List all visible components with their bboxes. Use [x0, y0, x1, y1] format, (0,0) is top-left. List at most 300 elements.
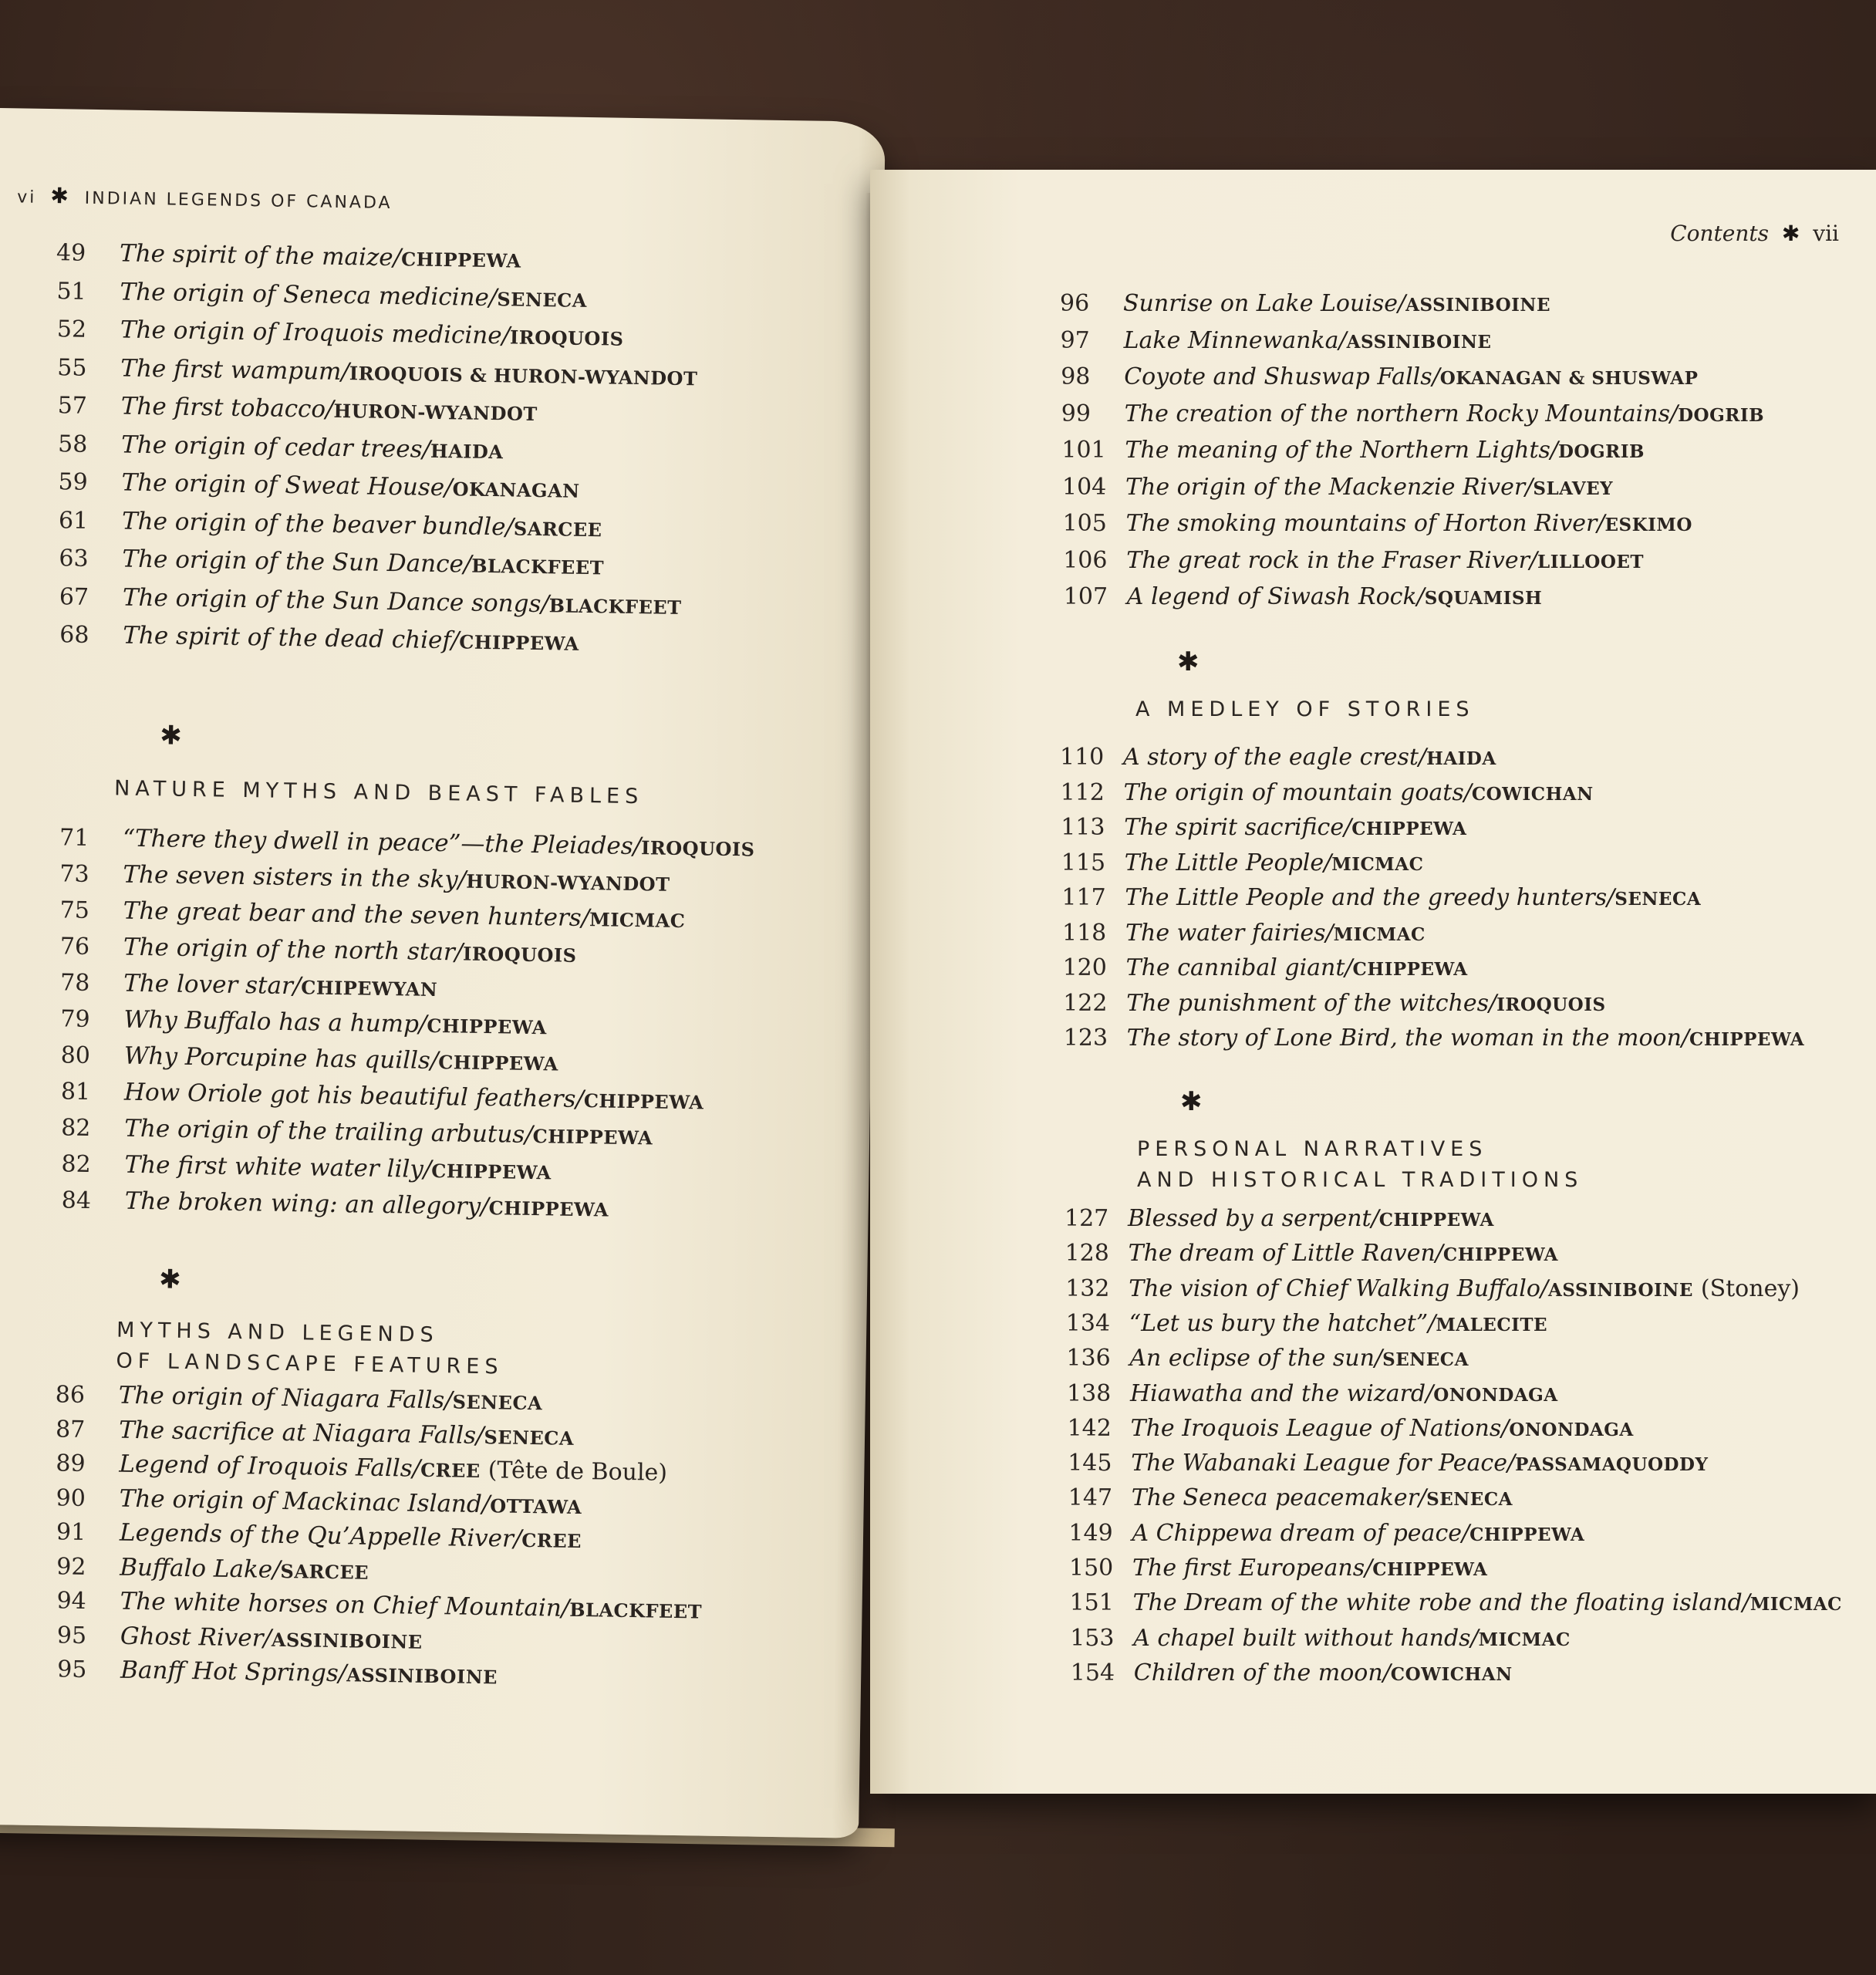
toc-entry — [1069, 1555, 1487, 1582]
toc-page-number: 127 — [1065, 1205, 1109, 1232]
toc-separator: / — [1418, 744, 1427, 771]
toc-entry-tribe: ONONDAGA — [1509, 1419, 1634, 1440]
toc-page-number: 68 — [59, 621, 89, 649]
toc-page-number: 122 — [1063, 989, 1108, 1017]
section-title-medley: A MEDLEY OF STORIES — [1135, 697, 1475, 721]
toc-separator: / — [1435, 1240, 1443, 1268]
toc-entry-tribe: IROQUOIS — [640, 836, 755, 861]
toc-separator: / — [480, 1192, 489, 1221]
toc-entry-title: A chapel built without hands — [1133, 1624, 1471, 1652]
toc-entry-tribe: SENECA — [1382, 1349, 1469, 1371]
toc-entry-title: The spirit of the maize — [119, 239, 393, 272]
toc-entry-title: Buffalo Lake — [120, 1553, 273, 1584]
toc-entry-title: Legends of the Qu’Appelle River — [119, 1518, 515, 1553]
toc-entry-note: (Tête de Boule) — [488, 1457, 668, 1487]
toc-entry-tribe: HAIDA — [430, 439, 504, 463]
toc-separator: / — [463, 550, 472, 579]
toc-entry-title: The punishment of the witches — [1126, 989, 1490, 1017]
section-title-line-2: OF LANDSCAPE FEATURES — [116, 1349, 504, 1379]
toc-entry — [56, 1415, 575, 1451]
toc-entry — [1063, 510, 1692, 537]
toc-separator: / — [1669, 400, 1679, 427]
toc-entry-title: The smoking mountains of Horton River — [1125, 510, 1598, 537]
toc-entry-title: The great bear and the seven hunters — [123, 896, 582, 932]
toc-entry-title: The dream of Little Raven — [1128, 1240, 1436, 1268]
toc-entry-tribe: SARCEE — [280, 1559, 369, 1584]
toc-entry-title: The origin of the north star — [123, 933, 455, 967]
toc-entry — [59, 896, 685, 933]
toc-separator: / — [481, 1490, 491, 1518]
section-title-landscape — [116, 1315, 504, 1383]
toc-entry-title: The origin of mountain goats — [1123, 778, 1464, 806]
toc-page-number: 112 — [1060, 778, 1105, 806]
toc-entry-tribe: CHIPPEWA — [438, 1051, 558, 1075]
toc-entry — [60, 932, 577, 968]
toc-entry — [1062, 920, 1426, 947]
toc-entry-title: A Chippewa dream of peace — [1132, 1519, 1462, 1547]
left-running-head — [17, 182, 393, 214]
toc-entry-title: The Seneca peacemaker — [1131, 1484, 1419, 1512]
toc-entry-title: How Oriole got his beautiful feathers — [123, 1078, 576, 1113]
toc-entry-title: The origin of the Sun Dance songs — [122, 583, 542, 618]
toc-entry-title: The origin of the trailing arbutus — [123, 1114, 525, 1149]
toc-page-number: 147 — [1068, 1484, 1113, 1512]
toc-separator: / — [430, 1046, 439, 1075]
toc-separator: / — [1432, 363, 1440, 390]
toc-entry-tribe: ASSINIBOINE — [1405, 295, 1550, 316]
toc-entry-tribe: ONONDAGA — [1433, 1384, 1558, 1406]
toc-page-number: 82 — [61, 1150, 91, 1179]
toc-entry — [1065, 1240, 1558, 1267]
toc-entry-title: “There they dwell in peace”—the Pleiades — [122, 824, 633, 861]
toc-entry-title: Hiawatha and the wizard — [1130, 1379, 1426, 1407]
toc-entry-tribe: MICMAC — [1333, 923, 1426, 945]
toc-entry — [58, 430, 504, 464]
toc-page-number: 134 — [1065, 1309, 1111, 1337]
toc-entry-title: Legend of Iroquois Falls — [119, 1450, 413, 1483]
toc-page-number: 115 — [1061, 849, 1106, 876]
toc-separator: / — [1501, 1414, 1510, 1442]
toc-entry-title: A story of the eagle crest — [1123, 744, 1419, 771]
asterisk-icon: ✱ — [50, 183, 72, 209]
toc-separator: / — [1382, 1659, 1391, 1686]
toc-entry — [56, 1552, 369, 1585]
toc-separator: / — [501, 322, 511, 350]
toc-entry-tribe: ASSINIBOINE — [1346, 331, 1492, 353]
toc-separator: / — [505, 512, 515, 542]
toc-entry — [59, 620, 579, 657]
toc-separator: / — [1419, 1484, 1427, 1512]
toc-separator: / — [423, 1155, 432, 1183]
toc-entry-tribe: CREE — [521, 1528, 582, 1553]
toc-entry-tribe: SQUAMISH — [1424, 588, 1543, 609]
toc-entry — [1061, 400, 1764, 427]
toc-entry — [1061, 779, 1594, 806]
right-page — [870, 170, 1876, 1794]
toc-page-number: 117 — [1061, 884, 1106, 911]
toc-page-number: 57 — [57, 392, 88, 420]
toc-separator: / — [1463, 778, 1472, 806]
toc-entry — [56, 1518, 582, 1554]
toc-entry — [56, 277, 587, 313]
toc-entry-title: The first Europeans — [1132, 1555, 1365, 1582]
toc-entry-tribe: CHIPPEWA — [488, 1197, 609, 1221]
toc-page-number: 82 — [60, 1114, 91, 1143]
toc-entry — [1068, 1520, 1584, 1547]
toc-page-number: 132 — [1065, 1274, 1110, 1302]
toc-entry — [56, 1449, 667, 1486]
toc-separator: / — [1371, 1205, 1379, 1232]
toc-separator: / — [1507, 1450, 1516, 1477]
toc-separator: / — [1742, 1589, 1750, 1617]
toc-page-number: 154 — [1070, 1659, 1115, 1686]
toc-entry-tribe: HAIDA — [1426, 748, 1496, 769]
toc-entry-tribe: OKANAGAN — [452, 478, 580, 502]
toc-entry-tribe: ASSINIBOINE — [1548, 1279, 1693, 1301]
toc-entry-tribe: CHIPPEWA — [1372, 1559, 1488, 1580]
toc-page-number: 90 — [56, 1484, 86, 1512]
toc-entry-tribe: DOGRIB — [1678, 404, 1765, 426]
toc-entry-tribe: MICMAC — [1749, 1594, 1842, 1615]
toc-entry-tribe: CHIPPEWA — [1351, 819, 1467, 839]
toc-separator: / — [292, 972, 302, 1001]
toc-page-number: 128 — [1065, 1240, 1109, 1268]
toc-entry-tribe: CHIPPEWA — [1469, 1524, 1585, 1545]
toc-page-number: 138 — [1067, 1379, 1112, 1407]
section-divider-asterisk-icon: ✱ — [1180, 1086, 1203, 1117]
toc-page-number: 89 — [56, 1450, 86, 1477]
toc-separator: / — [263, 1624, 272, 1653]
toc-entry-title: The first wampum — [120, 353, 342, 386]
toc-separator: / — [1365, 1555, 1373, 1582]
toc-page-number: 87 — [55, 1415, 86, 1443]
toc-entry — [1066, 1310, 1547, 1337]
toc-separator: / — [1325, 919, 1334, 947]
toc-entry-title: The spirit of the dead chief — [122, 621, 452, 655]
toc-page-number: 52 — [56, 316, 87, 343]
toc-separator: / — [1529, 546, 1538, 574]
toc-entry-title: The creation of the northern Rocky Mountains — [1124, 400, 1670, 427]
toc-entry-tribe: CHIPPEWA — [532, 1125, 653, 1150]
toc-page-number: 92 — [56, 1552, 86, 1581]
toc-entry — [1068, 1450, 1708, 1477]
toc-entry — [58, 468, 580, 504]
toc-separator: / — [541, 589, 550, 618]
toc-page-number: 94 — [56, 1587, 87, 1615]
toc-page-number: 101 — [1061, 437, 1106, 464]
toc-entry — [59, 544, 604, 580]
toc-entry-tribe: DOGRIB — [1558, 441, 1645, 462]
toc-page-number: 106 — [1063, 546, 1108, 574]
right-page-number: vii — [1813, 221, 1839, 246]
toc-entry — [1068, 1415, 1634, 1442]
toc-entry — [1065, 1275, 1800, 1302]
toc-separator: / — [1428, 1309, 1436, 1337]
toc-entry — [1064, 583, 1542, 610]
toc-separator: / — [488, 283, 498, 312]
toc-entry-tribe: ESKIMO — [1604, 515, 1692, 535]
section-title-nature-myths: NATURE MYTHS AND BEAST FABLES — [113, 776, 644, 809]
toc-entry-tribe: HURON-WYANDOT — [333, 399, 538, 425]
toc-page-number: 98 — [1061, 363, 1091, 390]
toc-page-number: 51 — [56, 277, 86, 306]
toc-entry — [1061, 363, 1698, 390]
toc-entry-tribe: CHIPPEWA — [1378, 1210, 1494, 1231]
toc-entry-title: The Dream of the white robe and the floating island — [1132, 1589, 1743, 1617]
toc-separator: / — [524, 1120, 533, 1150]
toc-separator: / — [1597, 510, 1605, 537]
toc-entry-tribe: MALECITE — [1436, 1314, 1548, 1335]
book-title: INDIAN LEGENDS OF CANADA — [84, 188, 393, 214]
toc-separator: / — [393, 244, 402, 272]
toc-page-number: 107 — [1063, 583, 1108, 610]
toc-page-number: 76 — [59, 933, 90, 960]
toc-separator: / — [412, 1454, 421, 1483]
toc-entry-title: The sacrifice at Niagara Falls — [118, 1416, 477, 1450]
toc-entry — [1066, 1345, 1469, 1372]
toc-entry-title: Banff Hot Springs — [120, 1656, 339, 1688]
toc-page-number: 118 — [1062, 919, 1107, 947]
toc-entry — [1068, 1484, 1513, 1511]
toc-page-number: 145 — [1068, 1450, 1112, 1477]
toc-entry — [1061, 814, 1466, 841]
toc-entry-title: Why Buffalo has a hump — [123, 1005, 420, 1038]
toc-entry-title: The white horses on Chief Mountain — [120, 1587, 562, 1622]
toc-entry — [57, 315, 624, 352]
toc-separator: / — [1489, 989, 1497, 1017]
toc-entry — [1067, 1380, 1558, 1407]
toc-entry-title: An eclipse of the sun — [1129, 1345, 1375, 1372]
toc-page-number: 96 — [1060, 290, 1090, 317]
toc-separator: / — [1398, 290, 1406, 317]
toc-entry-tribe: BLACKFEET — [471, 554, 605, 579]
toc-entry-tribe: CHIPPEWA — [400, 248, 521, 272]
toc-separator: / — [633, 832, 642, 861]
toc-entry-title: The origin of Niagara Falls — [118, 1381, 445, 1415]
toc-page-number: 59 — [58, 468, 89, 496]
toc-separator: / — [1540, 1274, 1549, 1302]
toc-entry — [59, 859, 670, 896]
toc-separator: / — [1462, 1519, 1470, 1547]
toc-entry-title: Why Porcupine has quills — [123, 1042, 431, 1075]
toc-page-number: 63 — [59, 545, 89, 572]
toc-page-number: 142 — [1067, 1414, 1112, 1442]
toc-entry-tribe: MICMAC — [1478, 1629, 1571, 1650]
toc-entry-tribe: PASSAMAQUODDY — [1515, 1454, 1709, 1476]
toc-entry-title: The Little People — [1124, 849, 1324, 876]
toc-entry-tribe: CHIPPEWA — [1442, 1244, 1559, 1266]
toc-entry-tribe: SENECA — [484, 1425, 575, 1450]
toc-entry — [1060, 290, 1550, 317]
toc-page-number: 123 — [1063, 1025, 1108, 1052]
toc-page-number: 153 — [1070, 1624, 1115, 1652]
toc-page-number: 95 — [56, 1656, 87, 1684]
toc-entry-title: Lake Minnewanka — [1123, 326, 1339, 354]
toc-entry-title: The Iroquois League of Nations — [1130, 1414, 1502, 1442]
toc-entry — [61, 1113, 653, 1150]
toc-page-number: 150 — [1069, 1555, 1114, 1582]
toc-page-number: 79 — [60, 1005, 90, 1033]
toc-entry-tribe: BLACKFEET — [569, 1598, 703, 1623]
toc-page-number: 151 — [1069, 1589, 1114, 1617]
toc-entry-title: Sunrise on Lake Louise — [1123, 290, 1399, 317]
toc-entry-tribe: SENECA — [452, 1390, 543, 1415]
toc-page-number: 49 — [56, 239, 86, 267]
toc-page-number: 84 — [61, 1187, 92, 1215]
toc-entry — [61, 1150, 552, 1185]
toc-page-number: 99 — [1061, 400, 1091, 427]
toc-entry — [56, 238, 521, 273]
toc-entry-title: “Let us bury the hatchet” — [1129, 1309, 1429, 1337]
toc-entry — [56, 1380, 543, 1416]
toc-page-number: 97 — [1060, 326, 1090, 354]
toc-entry-title: The origin of Mackinac Island — [119, 1484, 483, 1518]
toc-entry-title: The great rock in the Fraser River — [1126, 546, 1530, 574]
toc-page-number: 110 — [1060, 744, 1105, 771]
toc-separator: / — [581, 903, 590, 933]
toc-entry-title: The seven sisters in the sky — [123, 860, 459, 894]
toc-entry-title: The Wabanaki League for Peace — [1131, 1450, 1507, 1477]
toc-page-number: 67 — [59, 582, 89, 611]
toc-page-number: 105 — [1062, 510, 1107, 537]
toc-page-number: 86 — [55, 1381, 86, 1409]
toc-page-number: 75 — [59, 896, 90, 924]
toc-entry-title: Coyote and Shuswap Falls — [1124, 363, 1432, 390]
toc-page-number: 136 — [1066, 1345, 1111, 1372]
toc-entry — [1061, 849, 1424, 876]
toc-entry — [59, 823, 755, 862]
toc-entry — [59, 582, 682, 620]
toc-page-number: 120 — [1062, 954, 1107, 981]
toc-entry — [56, 1586, 702, 1624]
toc-separator: / — [1681, 1025, 1690, 1052]
toc-separator: / — [1426, 1379, 1434, 1407]
toc-entry-tribe: ASSINIBOINE — [271, 1628, 423, 1653]
toc-separator: / — [1345, 954, 1353, 981]
toc-entry-tribe: MICMAC — [1331, 853, 1424, 875]
toc-entry — [60, 1041, 558, 1076]
toc-entry-title: The vision of Chief Walking Buffalo — [1129, 1274, 1540, 1302]
toc-entry-tribe: COWICHAN — [1390, 1663, 1513, 1685]
toc-entry-tribe: IROQUOIS & HURON-WYANDOT — [349, 361, 698, 390]
toc-entry — [61, 1077, 704, 1115]
toc-entry-tribe: CHIPPEWA — [427, 1014, 548, 1039]
toc-page-number: 91 — [56, 1518, 86, 1546]
toc-page-number: 81 — [60, 1078, 91, 1106]
toc-entry-note: (Stoney) — [1700, 1274, 1800, 1302]
toc-entry-title: A legend of Siwash Rock — [1126, 583, 1417, 610]
toc-separator: / — [457, 866, 467, 894]
toc-separator: / — [325, 395, 334, 424]
toc-separator: / — [341, 357, 350, 386]
toc-separator: / — [338, 1659, 347, 1688]
toc-entry-tribe: IROQUOIS — [462, 942, 577, 967]
toc-entry-title: The origin of Seneca medicine — [120, 277, 490, 312]
toc-entry-tribe: SARCEE — [513, 517, 602, 541]
toc-entry-tribe: CHIPPEWA — [459, 630, 579, 655]
toc-entry-title: The water fairies — [1125, 919, 1326, 947]
toc-separator: / — [444, 474, 453, 502]
toc-separator: / — [1470, 1624, 1479, 1652]
toc-entry-title: The origin of the beaver bundle — [121, 507, 506, 541]
toc-entry — [1065, 1205, 1494, 1232]
toc-entry — [1063, 954, 1468, 981]
toc-page-number: 78 — [59, 969, 90, 997]
toc-entry — [1071, 1659, 1513, 1686]
toc-page-number: 95 — [56, 1621, 87, 1649]
section-divider-asterisk-icon: ✱ — [1177, 647, 1199, 677]
toc-entry — [60, 968, 438, 1002]
toc-entry — [1061, 437, 1645, 464]
toc-entry-title: The cannibal giant — [1125, 954, 1345, 981]
toc-entry-title: The origin of the Sun Dance — [122, 545, 464, 579]
section-divider-asterisk-icon: ✱ — [159, 720, 183, 751]
toc-separator: / — [1324, 849, 1332, 876]
toc-entry — [1060, 744, 1496, 771]
toc-entry — [1061, 327, 1492, 354]
toc-entry-title: The spirit sacrifice — [1124, 814, 1345, 841]
toc-separator: / — [1374, 1345, 1383, 1372]
toc-entry — [60, 1004, 547, 1040]
section-title-personal — [1137, 1134, 1583, 1196]
toc-entry-title: The meaning of the Northern Lights — [1125, 437, 1550, 464]
toc-page-number: 113 — [1061, 814, 1105, 841]
toc-entry — [1061, 884, 1701, 911]
toc-entry-tribe: SENECA — [1426, 1489, 1513, 1511]
toc-separator: / — [422, 435, 431, 464]
right-running-head — [1670, 221, 1839, 246]
contents-heading: Contents — [1670, 221, 1769, 246]
toc-entry — [57, 1621, 423, 1654]
toc-entry-title: The first white water lily — [124, 1150, 424, 1183]
toc-entry-tribe: ASSINIBOINE — [346, 1663, 498, 1689]
toc-page-number: 58 — [57, 430, 88, 458]
toc-entry — [57, 391, 538, 427]
toc-entry-title: Children of the moon — [1133, 1659, 1383, 1686]
toc-entry — [56, 1484, 582, 1520]
toc-entry-title: The origin of cedar trees — [120, 430, 423, 464]
toc-entry-tribe: COWICHAN — [1471, 783, 1594, 805]
toc-entry-tribe: CHIPEWYAN — [300, 976, 438, 1001]
asterisk-icon: ✱ — [1781, 221, 1800, 246]
toc-entry — [57, 1655, 498, 1690]
toc-separator: / — [1344, 814, 1352, 841]
toc-separator: / — [1607, 884, 1615, 911]
toc-page-number: 104 — [1062, 473, 1107, 501]
toc-entry — [1070, 1625, 1571, 1652]
toc-entry-tribe: HURON-WYANDOT — [466, 869, 670, 896]
toc-separator: / — [561, 1594, 570, 1622]
left-page — [0, 108, 886, 1838]
toc-entry-tribe: CREE — [420, 1458, 481, 1482]
toc-page-number: 55 — [57, 353, 87, 382]
toc-separator: / — [272, 1555, 281, 1584]
toc-entry-tribe: SENECA — [1615, 889, 1702, 910]
toc-entry-title: The broken wing: an allegory — [124, 1187, 481, 1220]
toc-entry-tribe: CHIPPEWA — [1689, 1029, 1805, 1050]
toc-entry — [57, 353, 698, 391]
toc-page-number: 149 — [1068, 1519, 1113, 1547]
toc-entry-tribe: LILLOOET — [1537, 551, 1645, 572]
toc-entry-tribe: OKANAGAN & SHUSWAP — [1439, 368, 1699, 389]
toc-separator: / — [444, 1386, 453, 1415]
toc-separator: / — [454, 938, 464, 967]
section-title-line-1: MYTHS AND LEGENDS — [116, 1318, 439, 1348]
toc-separator: / — [418, 1010, 427, 1038]
toc-page-number: 71 — [59, 824, 89, 852]
toc-entry-tribe: CHIPPEWA — [431, 1159, 552, 1184]
section-title-line-1: PERSONAL NARRATIVES — [1137, 1137, 1488, 1161]
